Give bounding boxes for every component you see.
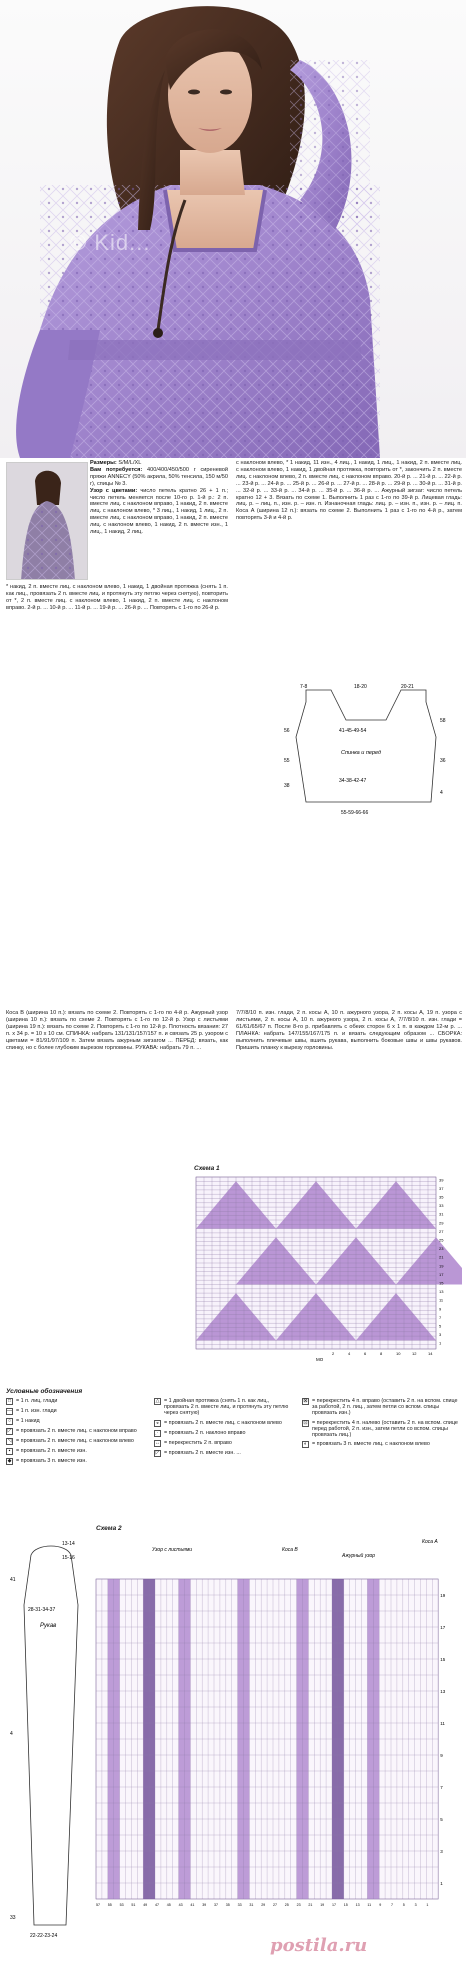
legend-text: = провязать 2 п. наклоно вправо	[164, 1429, 246, 1436]
chart2-col-number: 37	[214, 1903, 218, 1907]
legend-item	[302, 1441, 460, 1448]
chart2-section-label: Узор с листьями	[152, 1547, 193, 1553]
sleeve-left-a: 41	[10, 1577, 16, 1583]
chart2-title: Схема 2	[96, 1525, 122, 1532]
chart1-col-number: 10	[396, 1351, 401, 1356]
chart2-col-number: 51	[131, 1903, 136, 1907]
front-label: Спинка и перед	[341, 750, 382, 756]
chart2-col-number: 5	[402, 1903, 405, 1907]
legend-item	[6, 1448, 146, 1455]
legend-symbol-icon: ◐	[303, 1441, 308, 1448]
chart1-col-number: 2	[332, 1351, 335, 1356]
chart1-row-number: 27	[439, 1228, 444, 1234]
chart2-col-number: 1	[426, 1903, 429, 1907]
front-bottom: 55-59-66-66	[341, 810, 369, 816]
legend-text: = провязать 2 п. вместе лиц. с наклоном вправо	[16, 1428, 137, 1434]
chart2-col-number: 7	[391, 1903, 393, 1907]
legend-symbol-icon: —	[7, 1408, 12, 1414]
chart2-col-number: 13	[355, 1903, 360, 1907]
brand-watermark: postila.ru	[270, 1935, 368, 1956]
legend-column-1	[6, 1398, 146, 1468]
chart2-row-number: 5	[440, 1817, 443, 1822]
legend-symbol-icon: ○	[7, 1418, 12, 1424]
sizes-value: S/M/L/XL	[118, 460, 142, 466]
legend-symbol-icon: ◆	[7, 1458, 12, 1464]
chart2-row-number: 17	[440, 1625, 446, 1630]
front-left-c: 38	[284, 783, 290, 789]
legend-item	[6, 1438, 146, 1445]
chart1-row-number: 25	[439, 1237, 444, 1243]
sleeve-top-b: 15-16	[62, 1555, 75, 1561]
sleeve-left-c: 33	[10, 1915, 16, 1921]
chart1-row-number: 37	[439, 1185, 444, 1191]
legend-item	[154, 1398, 294, 1417]
legend	[6, 1388, 462, 1528]
chart1-row-number: 35	[439, 1194, 444, 1200]
chart1-row-number: 17	[439, 1271, 444, 1277]
chart2-grid	[92, 1539, 464, 1959]
legend-text: = 1 двойная протяжка (снять 1 п. как лиц., провязать 2 п. вместе лиц. и протянуть эту петлю через снятую)	[164, 1398, 289, 1417]
legend-item	[154, 1430, 294, 1437]
legend-item	[6, 1428, 146, 1435]
body-instructions-left	[6, 1010, 228, 1160]
photo-watermark: © Kid...	[70, 230, 151, 255]
legend-item	[6, 1398, 146, 1405]
chart1-row-number: 5	[439, 1323, 442, 1329]
thumbnail-photo	[6, 462, 88, 580]
legend-item	[6, 1458, 146, 1465]
hero-photo	[0, 0, 466, 458]
legend-symbol-icon: ◹	[7, 1438, 12, 1444]
chart1-row-number: 19	[439, 1263, 444, 1269]
sleeve-schematic	[6, 1535, 88, 1975]
yarn-label: Вам потребуется:	[90, 466, 143, 473]
chart2-col-number: 29	[261, 1903, 266, 1907]
chart2-row-number: 11	[440, 1721, 445, 1726]
chart2-row-number: 7	[440, 1785, 443, 1790]
chart2-col-number: 43	[178, 1903, 183, 1907]
chart1-row-number: 11	[439, 1297, 444, 1303]
legend-item	[302, 1398, 460, 1417]
chart2-col-number: 53	[119, 1903, 124, 1907]
chart2-row-number: 15	[440, 1657, 446, 1662]
legend-text: = провязать 2 п. вместе изн. ...	[164, 1449, 241, 1456]
yarn-value: 400/400/450/500 г сиреневой пряжи ANNECY (50% акрила, 50% тенсила, 150 м/50 г), спицы № 3.	[90, 466, 228, 487]
body-instructions-right	[236, 1010, 462, 1162]
legend-item	[6, 1418, 146, 1425]
sleeve-left-b: 4	[10, 1731, 13, 1737]
chart2-col-number: 35	[225, 1903, 230, 1907]
chart2-col-number: 27	[273, 1903, 277, 1907]
chart2-section-label: Коса А	[422, 1539, 438, 1545]
chart1-col-number: 12	[412, 1351, 417, 1356]
chart-2	[92, 1525, 464, 1965]
chart2-col-number: 21	[308, 1903, 313, 1907]
legend-item	[154, 1450, 294, 1457]
chart2-col-number: 9	[379, 1903, 382, 1907]
right-column-text: с наклоном влево, * 1 накид, 11 изн., 4 лиц., 1 накид, 1 лиц., 1 накид, 2 п. вместе лиц. с наклоном влево, 1 накид, 1 двойная протяжка, повторить от *, закончить 2 п. вместе лиц. с наклоном влево, 2 п. вместе лиц. с наклоном вправо. 20-й р. ... 21-й р. ... 22-й р. ... 23-й р. ... 24-й р. ... 25-й р. ... 26-й р. ... 27-й р. ... 28-й р. ... 29-й р. ... 30-й р. ... 31-й р. ... 32-й р. ... 33-й р. ... 34-й р. ... 35-й р. ... 36-й р. ... Ажурный зигзаг: число петель кратно 12 + 3. Вязать по схеме 1. Выполнить 1 раз с 1-го по 39-й р. Лицевая гладь: лиц. р. – лиц. п., изн. р. – изн. п. Изнаночная гладь: лиц. р. – изн. п., изн. р. – лиц. п. Коса А (ширина 12 п.): вязать по схеме 2. Выполнить 1 раз с 1-го по 4-й р., затем повторять 3-й и 4-й р.	[236, 460, 462, 522]
legend-text: = провязать 3 п. вместе лиц. с наклоном влево	[312, 1441, 430, 1448]
sleeve-label: Рукав	[40, 1623, 57, 1629]
legend-item	[154, 1420, 294, 1427]
chart2-col-number: 31	[249, 1903, 254, 1907]
legend-symbol-icon: ↔	[155, 1439, 160, 1446]
chart2-col-number: 45	[166, 1903, 171, 1907]
chart2-col-number: 19	[320, 1903, 325, 1907]
legend-symbol-icon: ⊡	[303, 1419, 308, 1426]
legend-item	[154, 1440, 294, 1447]
legend-symbol-icon: ⋰	[155, 1429, 160, 1436]
chart1-title: Схема 1	[194, 1165, 220, 1172]
flower-pattern-text: число петель кратно 26 + 1 п.; число петель меняется после 10-го р. 1-й р.: 2 п. вместе лиц. с наклоном вправо, 1 накид, 2 п. вместе лиц. с наклоном влево, * 3 лиц., 1 накид, 1 лиц., 2 п. вместе лиц. с наклоном вправо, 1 накид, 2 п. вместе лиц. с наклоном влево, 1 накид, 2 п. вместе изн., 1 лиц., 1 накид, 2 лиц.	[90, 487, 228, 536]
chart1-row-number: 21	[439, 1254, 444, 1260]
legend-text: = перекрестить 4 п. налево (оставить 2 п. на вспом. спице перед работой, 2 п. изн., затем петли со вспом. спицы провязать лиц.)	[312, 1419, 458, 1439]
chart2-section-label: Ажурный узор	[342, 1553, 376, 1559]
intro-column	[90, 460, 228, 584]
chart2-col-number: 3	[414, 1903, 417, 1907]
section2-right-text: 7/7/8/10 п. изн. глади, 2 п. косы А, 10 п. ажурного узора, 2 п. косы А, 19 п. узора с листьями, 2 п. косы А, 10 п. ажурного узора, 2 п. косы А, 7/7/8/10 п. изн. глади = 61/61/65/67 п. После 8-го р. прибавлять с обеих сторон 6 x 1 п. в каждом 12-м р. ... ПЛАНКА: набрать 147/155/167/175 п. и вязать следующим образом ... СБОРКА: выполнить плечевые швы, вшить рукава, выполнить боковые швы и швы рукавов. Пришить планку к вырезу горловины.	[236, 1010, 462, 1051]
chart2-row-number: 1	[440, 1881, 443, 1886]
chart1-row-number: 1	[439, 1340, 442, 1346]
chart1-row-number: 33	[439, 1203, 444, 1209]
front-low: 34-38-42-47	[339, 778, 367, 784]
legend-symbol-icon: ▪	[6, 1448, 13, 1455]
chart2-col-number: 23	[296, 1903, 301, 1907]
chart2-col-number: 11	[367, 1903, 372, 1907]
chart2-col-number: 17	[332, 1903, 336, 1907]
sleeve-top-a: 13-14	[62, 1541, 75, 1547]
chart2-row-number: 9	[440, 1753, 443, 1758]
legend-symbol-icon: ◸	[7, 1428, 12, 1434]
legend-symbol-icon: ◒	[155, 1419, 160, 1426]
legend-symbol-icon: ⊠	[303, 1398, 308, 1404]
legend-symbol-icon: ◸	[155, 1449, 160, 1456]
sleeve-mid: 28-31-34-37	[28, 1607, 56, 1613]
legend-column-3	[302, 1398, 460, 1451]
legend-text: = 1 п. изн. глади	[16, 1408, 57, 1414]
front-schematic	[236, 682, 462, 832]
legend-text: = провязать 2 п. вместе лиц. с наклоном влево	[164, 1419, 282, 1426]
front-right-c: 4	[440, 790, 443, 796]
legend-text: = провязать 2 п. вместе изн.	[16, 1448, 87, 1454]
chart2-row-number: 3	[440, 1849, 443, 1854]
chart1-row-number: 13	[439, 1289, 444, 1295]
front-top-a: 7-8	[300, 684, 308, 690]
chart1-row-number: 15	[439, 1280, 444, 1286]
legend-column-2	[154, 1398, 294, 1460]
chart1-row-number: 39	[439, 1177, 444, 1183]
flower-pattern-label: Узор с цветами:	[90, 487, 138, 494]
front-left-a: 56	[284, 728, 290, 734]
chart2-col-number: 25	[284, 1903, 289, 1907]
legend-text: = перекрестить 4 п. вправо (оставить 2 п. на вспом. спице за работой, 2 п. лиц., затем петли со вспом. спицы провязать изн.)	[312, 1398, 458, 1417]
legend-text: = 1 накид	[16, 1418, 40, 1424]
legend-item	[6, 1408, 146, 1415]
chart2-section-label: Коса B	[282, 1547, 298, 1553]
legend-symbol-icon: △	[155, 1398, 160, 1404]
chart1-mo-label: МО	[316, 1357, 324, 1362]
chart1-row-number: 7	[439, 1314, 442, 1320]
sizes-label: Размеры:	[90, 460, 117, 466]
section2-left-text: Коса B (ширина 10 п.): вязать по схеме 2. Повторять с 1-го по 4-й р. Ажурный узор (ширина 10 п.): вязать по схеме 2. Повторять с 1-го по 12-й р. Узор с листьями (ширина 19 п.): вязать по схеме 2. Повторять с 1-го по 12-й р. Плотность вязания: 27 п. x 34 р. = 10 x 10 см. СПИНКА: набрать 131/131/157/157 п. и связать 25 р. узором с цветами = 81/91/97/109 п. Затем вязать ажурным зигзагом ... ПЕРЕД: вязать, как спинку, но с более глубоким вырезом горловины. РУКАВА: набрать 79 п. ...	[6, 1010, 228, 1051]
front-mid: 41-45-49-54	[339, 728, 367, 734]
legend-text: = провязать 2 п. вместе лиц. с наклоном влево	[16, 1438, 134, 1444]
sleeve-low: 22-22-23-24	[30, 1933, 58, 1939]
chart2-col-number: 33	[237, 1903, 242, 1907]
chart1-row-number: 31	[439, 1211, 444, 1217]
chart2-col-number: 41	[190, 1903, 195, 1907]
chart-1	[190, 1165, 462, 1365]
chart1-col-number: 14	[428, 1351, 433, 1356]
front-right-b: 36	[440, 758, 446, 764]
chart1-col-number: 4	[348, 1351, 351, 1356]
chart1-row-number: 29	[439, 1220, 444, 1226]
front-right-a: 58	[440, 718, 446, 724]
chart2-col-number: 57	[96, 1903, 100, 1907]
chart2-col-number: 39	[202, 1903, 207, 1907]
chart2-row-number: 13	[440, 1689, 446, 1694]
left-column-text: * накид, 2 п. вместе лиц. с наклоном влево, 1 накид, 1 двойная протяжка (снять 1 п. как лиц., провязать 2 п. вместе лиц. и протянуть эту петлю через снятую), повторить от *, 2 п. вместе лиц. с наклоном влево, 1 накид, 2 п. вместе лиц. с наклоном вправо. 2-й р. ... 10-й р. ... 11-й р. ... 19-й р. ... 26-й р. ... Повторять с 1-го по 26-й р.	[6, 584, 228, 611]
front-left-b: 55	[284, 758, 290, 764]
chart1-row-number: 3	[439, 1332, 442, 1338]
chart1-col-number: 6	[364, 1351, 367, 1356]
pattern-text-area	[6, 460, 462, 1008]
chart1-col-number: 8	[380, 1351, 383, 1356]
left-text-column	[6, 584, 228, 1006]
legend-text: = перекрестить 2 п. вправо	[164, 1439, 232, 1446]
right-text-column	[236, 460, 462, 680]
chart2-col-number: 49	[143, 1903, 148, 1907]
chart1-grid	[190, 1173, 462, 1369]
chart2-col-number: 47	[155, 1903, 159, 1907]
front-top-c: 20-21	[401, 684, 414, 690]
chart2-col-number: 55	[107, 1903, 112, 1907]
chart1-row-number: 23	[439, 1246, 444, 1252]
legend-text: = провязать 3 п. вместе изн.	[16, 1458, 87, 1464]
chart2-col-number: 15	[343, 1903, 348, 1907]
model-illustration	[0, 0, 466, 458]
chart2-row-number: 19	[440, 1593, 446, 1598]
legend-item	[302, 1420, 460, 1439]
front-top-b: 18-20	[354, 684, 367, 690]
legend-text: = 1 п. лиц. глади	[16, 1398, 58, 1404]
chart1-row-number: 9	[439, 1306, 442, 1312]
legend-symbol-icon: □	[7, 1398, 12, 1404]
legend-title: Условные обозначения	[6, 1388, 83, 1395]
